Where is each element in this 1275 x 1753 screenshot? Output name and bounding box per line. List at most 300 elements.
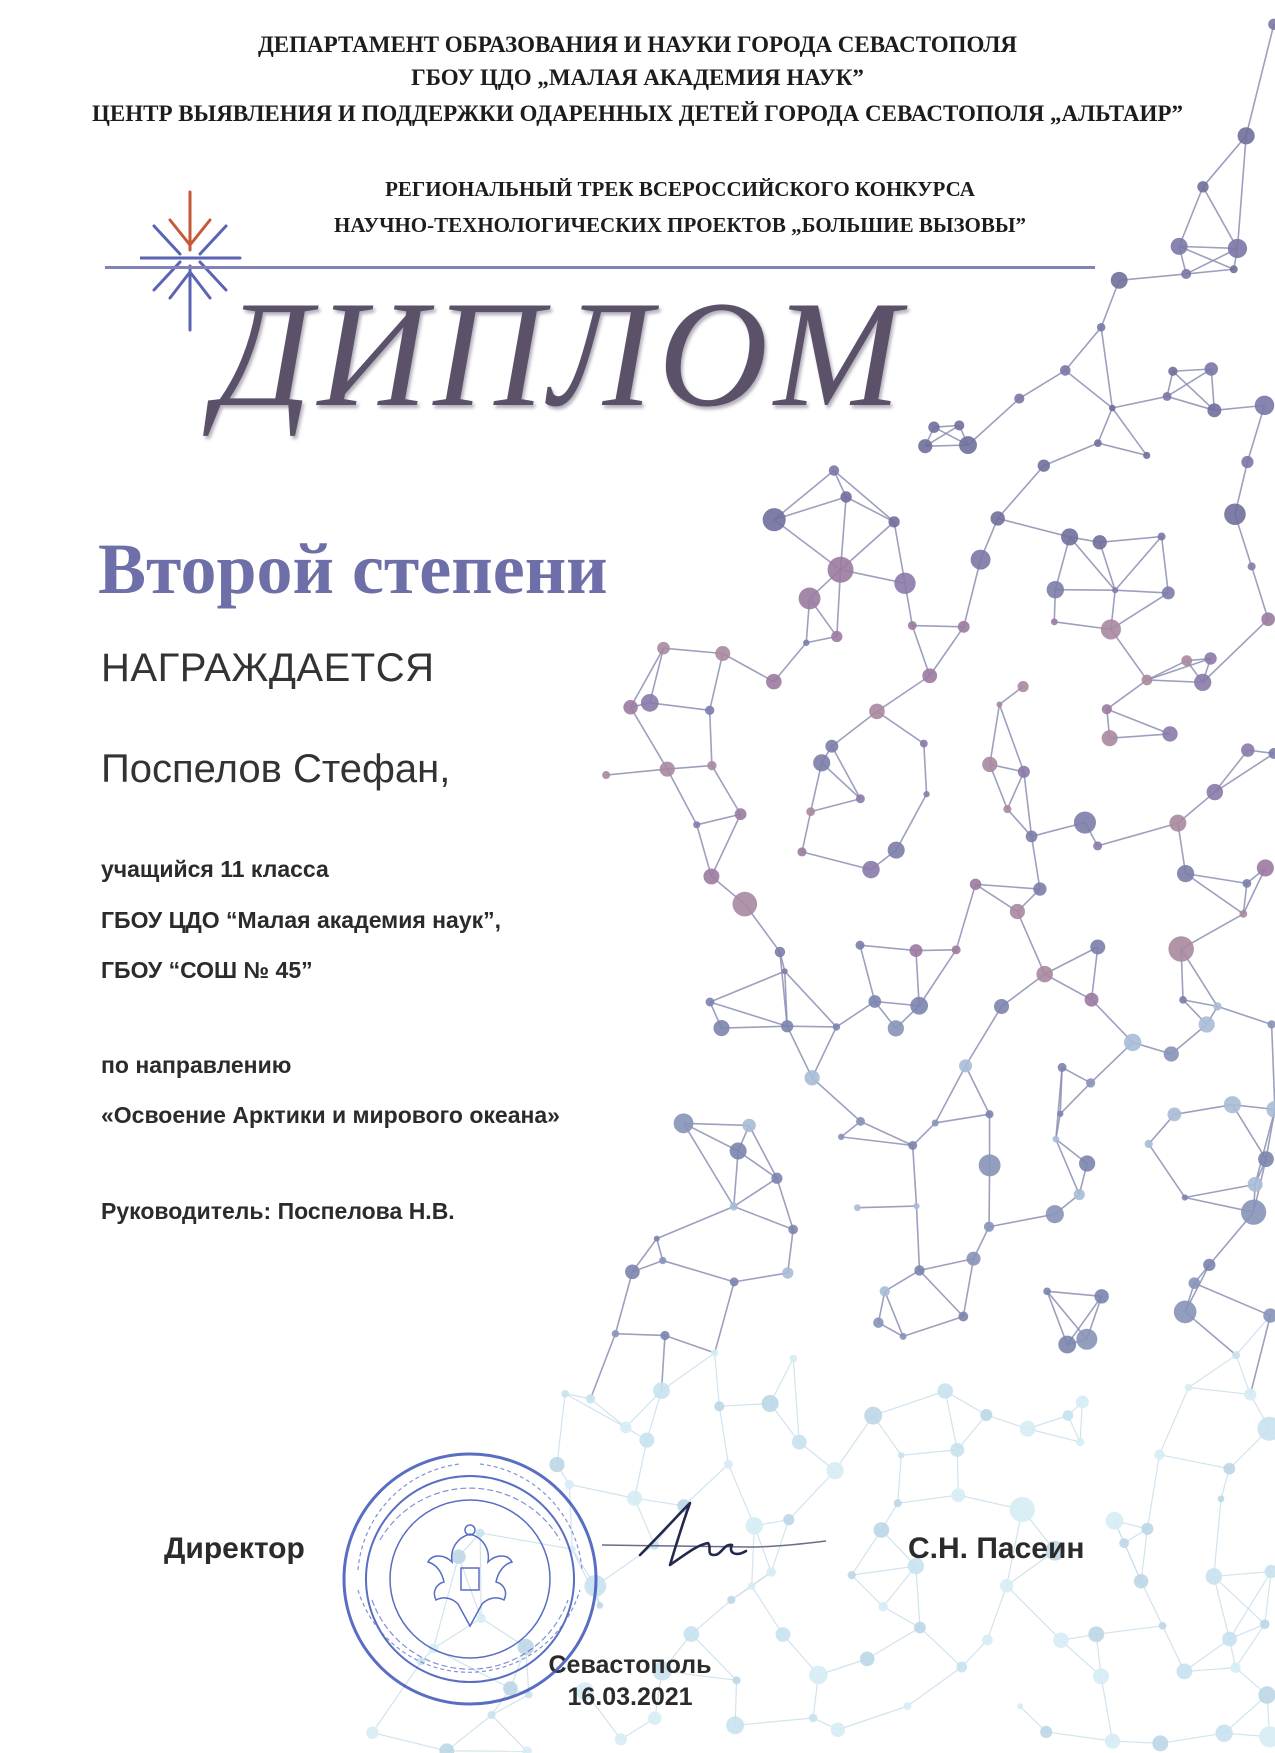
network-node xyxy=(1088,1626,1104,1642)
network-node xyxy=(910,997,928,1015)
network-node xyxy=(782,968,788,974)
network-link xyxy=(987,1586,1006,1640)
network-node xyxy=(1124,1034,1141,1051)
network-node xyxy=(1265,1565,1275,1578)
network-node xyxy=(1057,1111,1063,1117)
network-link xyxy=(1159,1387,1188,1454)
network-link xyxy=(1047,1291,1102,1296)
network-node xyxy=(1268,19,1275,30)
network-node xyxy=(788,1225,798,1235)
network-node xyxy=(1074,1189,1085,1200)
network-node xyxy=(625,1264,640,1279)
network-node xyxy=(1213,1002,1221,1010)
network-link xyxy=(787,1026,812,1078)
network-link xyxy=(1062,1067,1091,1083)
network-link xyxy=(919,950,956,1006)
network-link xyxy=(1092,947,1098,1000)
network-link xyxy=(917,1206,920,1270)
network-node xyxy=(1033,882,1046,895)
network-node xyxy=(771,1173,782,1184)
network-link xyxy=(812,1078,860,1122)
network-node xyxy=(1185,1384,1192,1391)
network-node xyxy=(726,1716,744,1734)
network-link xyxy=(650,703,710,710)
network-link xyxy=(920,1628,962,1667)
network-node xyxy=(932,1119,939,1126)
network-node xyxy=(714,1401,724,1411)
network-node xyxy=(900,1333,907,1340)
network-link xyxy=(447,1715,492,1751)
network-node xyxy=(1248,1177,1263,1192)
network-node xyxy=(487,1711,495,1719)
network-link xyxy=(1162,537,1169,593)
network-node xyxy=(730,1202,738,1210)
network-node xyxy=(1261,612,1275,626)
network-link xyxy=(1101,1676,1113,1741)
network-node xyxy=(1239,910,1247,918)
network-link xyxy=(710,710,712,765)
network-link xyxy=(1101,327,1112,408)
network-link xyxy=(663,1261,734,1282)
network-node xyxy=(727,1596,735,1604)
network-node xyxy=(950,1443,964,1457)
network-link xyxy=(1112,396,1167,408)
network-node xyxy=(952,945,961,954)
network-node xyxy=(1230,265,1238,273)
network-node xyxy=(653,1382,670,1399)
network-link xyxy=(1098,408,1112,443)
network-node xyxy=(1097,323,1106,332)
network-node xyxy=(1051,618,1058,625)
network-node xyxy=(730,1142,747,1159)
network-node xyxy=(742,1119,755,1132)
network-node xyxy=(869,704,885,720)
network-node xyxy=(1060,365,1071,376)
network-link xyxy=(857,1206,916,1208)
network-node xyxy=(1204,652,1216,664)
network-link xyxy=(1032,836,1040,889)
network-link xyxy=(916,1566,920,1627)
network-node xyxy=(1043,1287,1051,1295)
network-node xyxy=(1206,1568,1223,1585)
network-node xyxy=(1218,1495,1225,1502)
header-divider xyxy=(105,266,1095,269)
network-link xyxy=(968,399,1019,446)
network-link xyxy=(712,766,741,815)
network-link xyxy=(1007,772,1024,809)
network-node xyxy=(1207,403,1221,417)
network-node xyxy=(908,1141,917,1150)
network-node xyxy=(1194,674,1211,691)
network-node xyxy=(602,771,610,779)
network-link xyxy=(1159,1455,1229,1469)
network-link xyxy=(1141,1581,1162,1626)
network-node xyxy=(623,700,637,714)
network-node xyxy=(967,1252,981,1266)
network-link xyxy=(615,1334,665,1336)
network-node xyxy=(1053,1633,1069,1649)
network-node xyxy=(913,1203,919,1209)
network-link xyxy=(631,707,668,769)
network-node xyxy=(838,1134,844,1140)
network-node xyxy=(1228,239,1247,258)
network-link xyxy=(930,627,964,676)
network-node xyxy=(615,1733,627,1745)
network-node xyxy=(1018,766,1030,778)
network-link xyxy=(1024,772,1032,837)
network-link xyxy=(852,1575,883,1607)
network-link xyxy=(883,1607,920,1628)
network-node xyxy=(914,1265,924,1275)
network-node xyxy=(873,1317,884,1328)
network-node xyxy=(1179,996,1187,1004)
network-link xyxy=(838,1706,908,1730)
network-link xyxy=(1028,1429,1080,1442)
contest-track-line1: РЕГИОНАЛЬНЫЙ ТРЕК ВСЕРОССИЙСКОГО КОНКУРСА xyxy=(385,177,975,201)
network-node xyxy=(1018,681,1029,692)
network-link xyxy=(1215,753,1274,792)
network-link xyxy=(963,1259,973,1317)
network-node xyxy=(888,516,899,527)
network-link xyxy=(998,518,1070,536)
network-node xyxy=(1177,865,1194,882)
network-node xyxy=(1197,181,1208,192)
network-node xyxy=(1169,815,1186,832)
network-node xyxy=(707,761,716,770)
network-node xyxy=(922,668,937,683)
network-link xyxy=(990,704,1000,764)
network-link xyxy=(956,884,975,950)
network-node xyxy=(1244,1388,1256,1400)
network-node xyxy=(1093,535,1107,549)
network-link xyxy=(1147,1455,1159,1529)
network-node xyxy=(1134,1574,1149,1589)
network-node xyxy=(1143,452,1150,459)
network-node xyxy=(1040,1726,1052,1738)
center-heading: ЦЕНТР ВЫЯВЛЕНИЯ И ПОДДЕРЖКИ ОДАРЕННЫХ ДЕТЕЙ ГОРОДА СЕВАСТОПОЛЯ „АЛЬТАИР” xyxy=(92,101,1183,126)
network-node xyxy=(826,1462,843,1479)
network-node xyxy=(1258,1686,1275,1703)
network-link xyxy=(1252,566,1269,619)
direction-label: по направлению xyxy=(101,1052,292,1078)
network-node xyxy=(831,1723,845,1737)
network-link xyxy=(877,711,924,743)
network-node xyxy=(833,1023,840,1030)
network-node xyxy=(825,740,838,753)
network-node xyxy=(1086,1078,1095,1087)
network-node xyxy=(1141,1523,1153,1535)
network-link xyxy=(667,769,697,825)
network-link xyxy=(1060,1083,1090,1114)
network-node xyxy=(639,1433,654,1448)
awarded-label: НАГРАЖДАЕТСЯ xyxy=(101,646,435,690)
network-link xyxy=(1179,187,1203,247)
network-node xyxy=(1102,704,1112,714)
network-link xyxy=(1186,874,1247,884)
network-node xyxy=(1036,966,1053,983)
network-link xyxy=(1141,1529,1147,1581)
network-link xyxy=(665,1335,715,1352)
network-link xyxy=(964,560,981,627)
network-node xyxy=(918,439,932,453)
network-link xyxy=(811,799,861,812)
network-node xyxy=(781,1020,793,1032)
network-link xyxy=(835,1416,873,1471)
network-node xyxy=(1010,1497,1035,1522)
network-link xyxy=(913,1145,917,1206)
network-node xyxy=(1046,1205,1064,1223)
network-link xyxy=(793,1358,799,1442)
network-node xyxy=(1266,1101,1275,1118)
network-link xyxy=(832,711,877,746)
network-link xyxy=(697,814,741,825)
director-label: Директор xyxy=(164,1532,305,1565)
network-link xyxy=(1092,1000,1133,1043)
network-link xyxy=(1214,1571,1271,1576)
network-link xyxy=(1236,1355,1250,1394)
network-node xyxy=(1003,805,1011,813)
network-link xyxy=(1110,734,1170,738)
network-link xyxy=(1184,1639,1229,1671)
network-link xyxy=(711,814,740,876)
network-link xyxy=(788,1229,793,1272)
direction-value: «Освоение Арктики и мирового океана» xyxy=(101,1102,560,1128)
network-link xyxy=(1096,1626,1162,1634)
network-link xyxy=(1160,1733,1224,1743)
network-node xyxy=(1106,1512,1124,1530)
network-node xyxy=(1053,1136,1060,1143)
network-link xyxy=(1203,136,1246,187)
network-link xyxy=(1237,136,1246,249)
network-link xyxy=(715,1353,720,1406)
network-link xyxy=(907,1667,961,1706)
network-node xyxy=(862,861,879,878)
network-link xyxy=(860,945,916,950)
network-node xyxy=(888,842,905,859)
network-link xyxy=(1044,443,1098,466)
network-link xyxy=(1203,187,1237,249)
network-node xyxy=(1164,1046,1179,1061)
network-node xyxy=(1242,879,1251,888)
network-link xyxy=(734,1178,777,1206)
network-link xyxy=(749,1125,777,1178)
network-node xyxy=(813,754,830,771)
network-node xyxy=(803,639,810,646)
network-node xyxy=(1094,1289,1108,1303)
network-node xyxy=(1238,127,1255,144)
network-node xyxy=(1232,1351,1240,1359)
network-link xyxy=(836,1001,874,1026)
network-node xyxy=(1076,1329,1097,1350)
network-node xyxy=(1263,1308,1275,1322)
network-link xyxy=(989,1214,1055,1227)
network-node xyxy=(1248,562,1256,570)
network-node xyxy=(1168,936,1193,961)
network-node xyxy=(1259,1726,1275,1747)
network-link xyxy=(1100,542,1115,590)
network-link xyxy=(1214,1576,1265,1624)
network-node xyxy=(1102,730,1118,746)
network-node xyxy=(366,1726,378,1738)
network-link xyxy=(1119,274,1186,280)
network-node xyxy=(971,550,991,570)
network-link xyxy=(1045,947,1098,974)
network-link xyxy=(723,653,774,681)
network-node xyxy=(1203,1259,1215,1271)
network-node xyxy=(561,1390,569,1398)
network-link xyxy=(919,1259,973,1271)
network-node xyxy=(1257,859,1274,876)
network-node xyxy=(1111,272,1128,289)
network-node xyxy=(958,1312,968,1322)
network-link xyxy=(777,1178,793,1229)
network-link xyxy=(774,471,834,520)
network-node xyxy=(1177,1664,1193,1680)
network-node xyxy=(797,847,806,856)
network-node xyxy=(914,1622,926,1634)
network-link xyxy=(860,945,875,1001)
network-link xyxy=(1107,709,1170,734)
network-node xyxy=(1105,1733,1120,1748)
network-node xyxy=(1162,726,1177,741)
network-node xyxy=(894,1499,902,1507)
network-node xyxy=(724,1460,733,1469)
network-node xyxy=(958,621,970,633)
network-node xyxy=(1010,904,1025,919)
network-node xyxy=(1222,1632,1237,1647)
network-link xyxy=(812,1027,836,1078)
network-node xyxy=(733,1676,741,1684)
network-node xyxy=(1199,1016,1215,1032)
network-node xyxy=(1230,1662,1241,1673)
network-link xyxy=(565,1394,626,1428)
network-link xyxy=(635,1440,647,1498)
network-node xyxy=(959,436,977,454)
network-node xyxy=(994,999,1009,1014)
network-link xyxy=(1065,327,1101,370)
network-node xyxy=(1258,1151,1274,1167)
network-node xyxy=(711,1349,718,1356)
network-node xyxy=(840,491,851,502)
network-node xyxy=(766,674,782,690)
network-node xyxy=(1074,811,1096,833)
network-node xyxy=(1093,841,1102,850)
network-node xyxy=(864,1407,882,1425)
network-node xyxy=(1119,1538,1129,1548)
network-node xyxy=(1058,1063,1067,1072)
network-node xyxy=(1215,1724,1232,1741)
network-node xyxy=(954,420,964,430)
network-link xyxy=(976,884,1040,889)
network-node xyxy=(654,1236,660,1242)
network-node xyxy=(776,1627,791,1642)
network-node xyxy=(1090,940,1105,955)
network-link xyxy=(1214,1499,1221,1577)
network-node xyxy=(660,1331,669,1340)
network-link xyxy=(912,626,963,627)
network-node xyxy=(763,508,786,531)
network-node xyxy=(1260,1619,1270,1629)
network-link xyxy=(1061,1640,1101,1676)
network-link xyxy=(1111,593,1168,629)
director-signature xyxy=(600,1495,830,1585)
network-link xyxy=(1019,370,1065,398)
network-node xyxy=(1152,1735,1168,1751)
network-node xyxy=(1207,784,1223,800)
network-node xyxy=(703,868,719,884)
network-node xyxy=(1241,456,1253,468)
network-node xyxy=(854,1204,861,1211)
network-link xyxy=(1179,246,1234,269)
network-node xyxy=(937,1383,953,1399)
network-link xyxy=(912,626,929,676)
network-node xyxy=(982,1635,993,1646)
network-link xyxy=(1098,823,1178,846)
network-link xyxy=(945,1391,957,1450)
degree-label: Второй степени xyxy=(98,529,608,609)
network-link xyxy=(590,1399,625,1428)
network-node xyxy=(804,1070,819,1085)
network-link xyxy=(710,653,723,710)
network-node xyxy=(1181,269,1191,279)
network-link xyxy=(877,676,930,712)
network-link xyxy=(1203,619,1268,682)
network-link xyxy=(867,1628,920,1659)
network-link xyxy=(873,1391,945,1416)
network-link xyxy=(919,1270,963,1316)
network-link xyxy=(903,1316,963,1336)
network-link xyxy=(615,1272,632,1334)
network-link xyxy=(1070,537,1115,590)
network-node xyxy=(1047,581,1064,598)
network-node xyxy=(1079,1155,1095,1171)
network-link xyxy=(1189,1387,1251,1394)
network-node xyxy=(1171,238,1188,255)
network-link xyxy=(885,1270,920,1291)
network-link xyxy=(1185,1184,1255,1197)
network-node xyxy=(903,1702,911,1710)
network-node xyxy=(1154,1450,1164,1460)
network-link xyxy=(1149,1144,1185,1198)
network-link xyxy=(852,1530,882,1575)
network-node xyxy=(1017,1703,1023,1709)
network-link xyxy=(802,852,871,870)
network-node xyxy=(908,621,917,630)
network-node xyxy=(1163,392,1172,401)
grade-line: учащийся 11 класса xyxy=(101,856,329,882)
network-node xyxy=(1223,1463,1235,1475)
network-node xyxy=(1241,1200,1266,1225)
network-node xyxy=(1182,1194,1188,1200)
academy-heading: ГБОУ ЦДО „МАЛАЯ АКАДЕМИЯ НАУК” xyxy=(411,65,864,90)
recipient-name: Поспелов Стефан, xyxy=(101,747,451,791)
network-link xyxy=(1017,912,1044,975)
network-link xyxy=(802,812,811,852)
network-node xyxy=(1267,1020,1275,1028)
network-node xyxy=(1101,619,1121,639)
network-node xyxy=(928,422,939,433)
network-node xyxy=(951,1488,965,1502)
network-node xyxy=(1038,459,1050,471)
network-node xyxy=(1159,1622,1167,1630)
network-node xyxy=(1255,396,1275,416)
network-link xyxy=(590,1334,615,1399)
network-link xyxy=(1174,1105,1232,1115)
network-link xyxy=(1194,1283,1270,1315)
network-node xyxy=(1014,394,1024,404)
network-node xyxy=(762,1395,779,1412)
network-node xyxy=(648,1712,661,1725)
